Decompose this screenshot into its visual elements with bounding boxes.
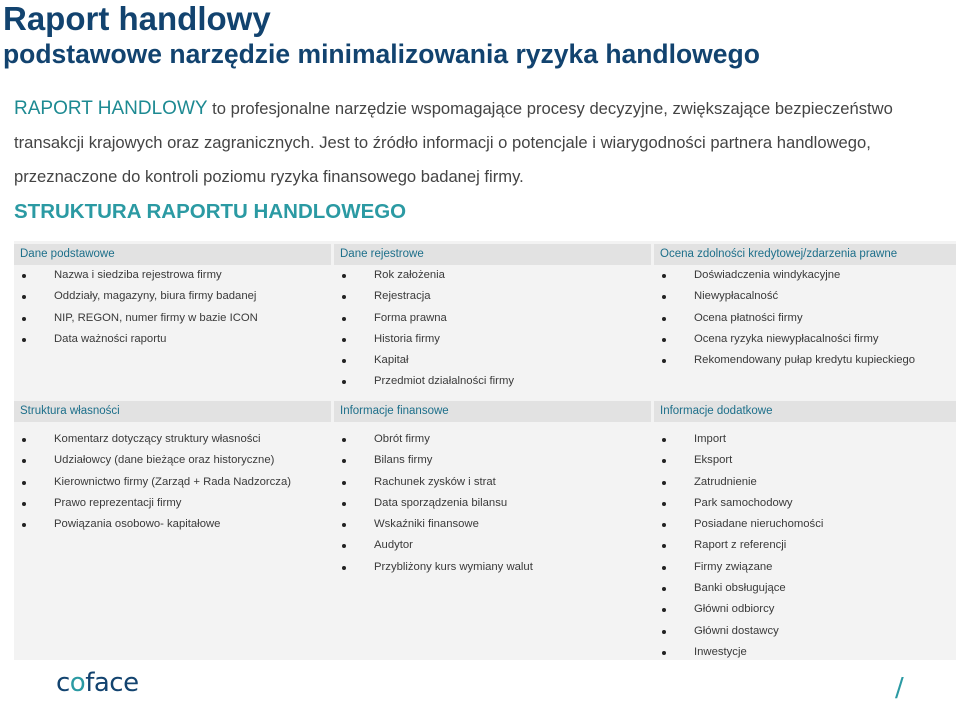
intro-paragraph bbox=[14, 92, 954, 194]
intro-text: to profesjonalne narzędzie wspomagające procesy decyzyjne, zwiększające bezpieczeństwo transakcji krajowych oraz zagranicznych. Jest to źródło informacji o potencjale i wiarygodności partnera handlowego, przeznaczone do kontroli poziomu ryzyka finansowego badanej firmy. bbox=[14, 99, 893, 186]
list-item: Data sporządzenia bilansu bbox=[334, 493, 651, 514]
list-item: Banki obsługujące bbox=[654, 578, 956, 599]
list-item: Nazwa i siedziba rejestrowa firmy bbox=[14, 265, 331, 286]
list-item: Prawo reprezentacji firmy bbox=[14, 493, 331, 514]
list-item: Rok założenia bbox=[334, 265, 651, 286]
list-informacje-finansowe bbox=[334, 429, 651, 578]
list-item: Forma prawna bbox=[334, 308, 651, 329]
section-title: STRUKTURA RAPORTU HANDLOWEGO bbox=[14, 200, 407, 223]
list-item: Rekomendowany pułap kredytu kupieckiego bbox=[654, 350, 956, 371]
list-ocena-zdolnosci bbox=[654, 265, 956, 371]
list-item: Park samochodowy bbox=[654, 493, 956, 514]
list-item: Doświadczenia windykacyjne bbox=[654, 265, 956, 286]
footer-slash: / bbox=[895, 673, 904, 703]
report-structure-table bbox=[14, 241, 956, 660]
list-item: Niewypłacalność bbox=[654, 286, 956, 307]
list-item: Główni dostawcy bbox=[654, 621, 956, 642]
header-informacje-dodatkowe: Informacje dodatkowe bbox=[654, 401, 956, 422]
list-item: NIP, REGON, numer firmy w bazie ICON bbox=[14, 308, 331, 329]
list-item: Przybliżony kurs wymiany walut bbox=[334, 557, 651, 578]
list-item: Ocena płatności firmy bbox=[654, 308, 956, 329]
coface-logo bbox=[56, 668, 139, 698]
list-dane-podstawowe bbox=[14, 265, 331, 350]
list-item: Udziałowcy (dane bieżące oraz historyczne) bbox=[14, 450, 331, 471]
list-item: Posiadane nieruchomości bbox=[654, 514, 956, 535]
page-title: Raport handlowy bbox=[3, 0, 271, 37]
list-item: Obrót firmy bbox=[334, 429, 651, 450]
list-item: Powiązania osobowo- kapitałowe bbox=[14, 514, 331, 535]
list-item: Raport z referencji bbox=[654, 535, 956, 556]
intro-lead: RAPORT HANDLOWY bbox=[14, 98, 208, 119]
list-item: Audytor bbox=[334, 535, 651, 556]
list-item: Komentarz dotyczący struktury własności bbox=[14, 429, 331, 450]
list-item: Eksport bbox=[654, 450, 956, 471]
list-item: Import bbox=[654, 429, 956, 450]
list-dane-rejestrowe bbox=[334, 265, 651, 393]
header-informacje-finansowe: Informacje finansowe bbox=[334, 401, 651, 422]
list-item: Zatrudnienie bbox=[654, 472, 956, 493]
header-dane-rejestrowe: Dane rejestrowe bbox=[334, 244, 651, 265]
list-item: Rachunek zysków i strat bbox=[334, 472, 651, 493]
list-item: Ocena ryzyka niewypłacalności firmy bbox=[654, 329, 956, 350]
list-item: Bilans firmy bbox=[334, 450, 651, 471]
header-dane-podstawowe: Dane podstawowe bbox=[14, 244, 331, 265]
list-item: Kierownictwo firmy (Zarząd + Rada Nadzorcza) bbox=[14, 472, 331, 493]
list-item: Rejestracja bbox=[334, 286, 651, 307]
list-item: Oddziały, magazyny, biura firmy badanej bbox=[14, 286, 331, 307]
header-struktura-wlasnosci: Struktura własności bbox=[14, 401, 331, 422]
list-item: Kapitał bbox=[334, 350, 651, 371]
list-item: Historia firmy bbox=[334, 329, 651, 350]
list-item: Wskaźniki finansowe bbox=[334, 514, 651, 535]
logo-o: o bbox=[69, 668, 86, 698]
list-item: Przedmiot działalności firmy bbox=[334, 371, 651, 392]
list-item: Firmy związane bbox=[654, 557, 956, 578]
list-informacje-dodatkowe bbox=[654, 429, 956, 663]
list-item: Główni odbiorcy bbox=[654, 599, 956, 620]
list-struktura-wlasnosci bbox=[14, 429, 331, 535]
logo-part2: face bbox=[85, 668, 139, 698]
list-item: Data ważności raportu bbox=[14, 329, 331, 350]
header-ocena-zdolnosci: Ocena zdolności kredytowej/zdarzenia prawne bbox=[654, 244, 956, 265]
page-subtitle: podstawowe narzędzie minimalizowania ryzyka handlowego bbox=[3, 39, 760, 69]
logo-part1: c bbox=[56, 668, 70, 698]
list-item: Inwestycje bbox=[654, 642, 956, 663]
